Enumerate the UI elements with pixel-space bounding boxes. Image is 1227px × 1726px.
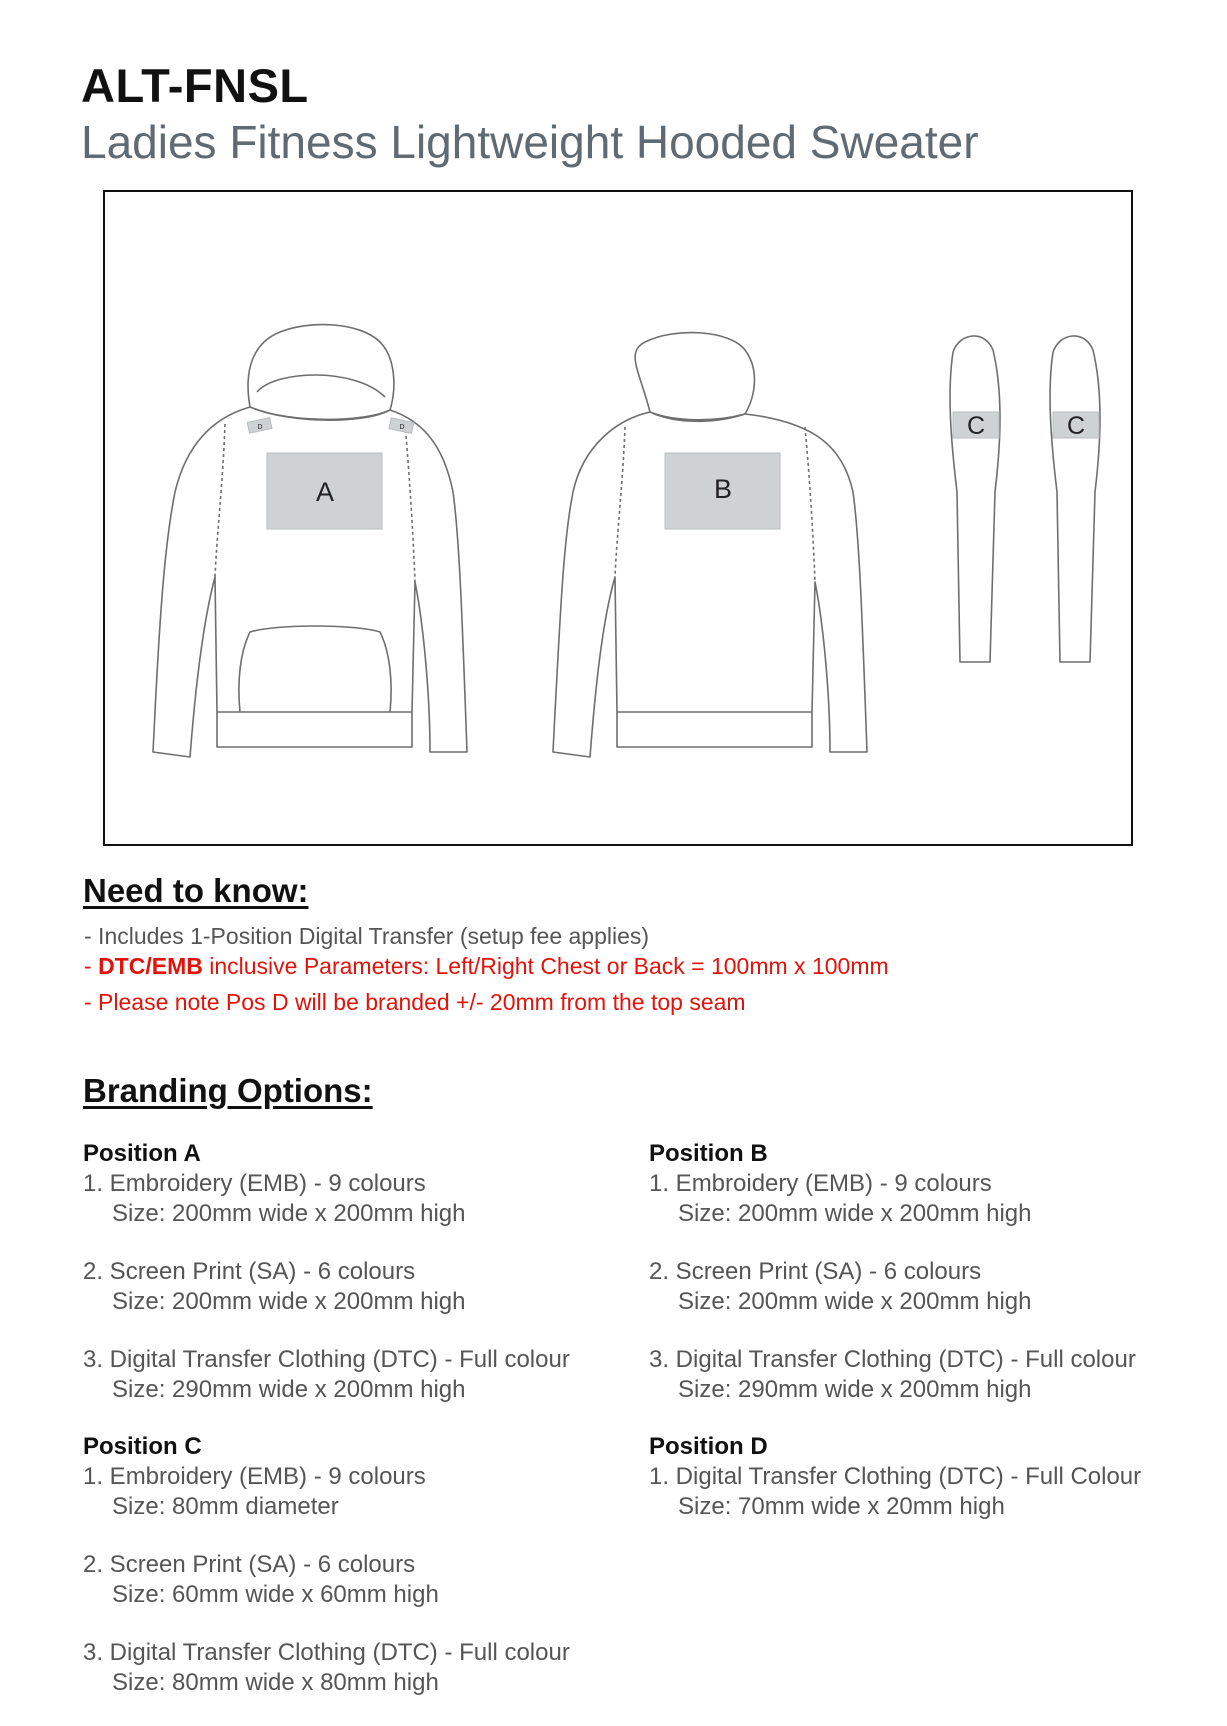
product-code: ALT-FNSL (81, 59, 309, 112)
option (83, 1345, 643, 1404)
option (83, 1257, 643, 1316)
left-sleeve (950, 336, 1000, 662)
zone-d-right-label: D (399, 424, 405, 431)
position-c (83, 1432, 643, 1726)
option (83, 1638, 643, 1697)
option (649, 1169, 1209, 1228)
option-size: Size: 200mm wide x 200mm high (112, 1287, 466, 1315)
front-hood (248, 325, 394, 420)
note-pos-d: - Please note Pos D will be branded +/- 20mm from the top seam (84, 989, 746, 1015)
option (649, 1462, 1209, 1521)
back-hood (635, 333, 754, 420)
position-b (649, 1139, 1209, 1433)
back-hoodie (553, 333, 867, 757)
option-size: Size: 80mm wide x 80mm high (112, 1668, 439, 1696)
option-method: 2. Screen Print (SA) - 6 colours (83, 1551, 416, 1578)
position-title: Position A (83, 1140, 201, 1167)
zone-b-label: B (713, 474, 733, 504)
option-method: 2. Screen Print (SA) - 6 colours (83, 1258, 416, 1285)
note-parameters (84, 951, 889, 981)
option-method: 3. Digital Transfer Clothing (DTC) - Full colour (83, 1346, 570, 1373)
position-title: Position B (649, 1140, 768, 1167)
option-method: 2. Screen Print (SA) - 6 colours (649, 1258, 982, 1285)
need-to-know-heading: Need to know: (83, 872, 309, 909)
zone-c-right-label: C (1066, 412, 1086, 440)
position-d (649, 1432, 1209, 1550)
right-sleeve (1050, 336, 1100, 662)
option-size: Size: 200mm wide x 200mm high (678, 1287, 1032, 1315)
option-method: 1. Embroidery (EMB) - 9 colours (83, 1463, 426, 1490)
garment-diagram (103, 190, 1133, 846)
need-to-know-notes (84, 921, 889, 1017)
product-name: Ladies Fitness Lightweight Hooded Sweater (81, 116, 979, 168)
zone-a-label: A (315, 477, 335, 507)
front-hoodie (153, 325, 467, 757)
option-size: Size: 80mm diameter (112, 1492, 339, 1520)
option-size: Size: 290mm wide x 200mm high (112, 1375, 466, 1403)
garment-illustration (105, 192, 1130, 843)
note-includes: - Includes 1-Position Digital Transfer (setup fee applies) (84, 923, 650, 949)
option-method: 3. Digital Transfer Clothing (DTC) - Full colour (83, 1639, 570, 1666)
option-method: 3. Digital Transfer Clothing (DTC) - Full colour (649, 1346, 1136, 1373)
option (83, 1169, 643, 1228)
option-size: Size: 60mm wide x 60mm high (112, 1580, 439, 1608)
note-parameters-prefix: - (84, 953, 99, 979)
branding-options-heading: Branding Options: (83, 1072, 373, 1109)
option (83, 1550, 643, 1609)
option (83, 1462, 643, 1521)
option-size: Size: 290mm wide x 200mm high (678, 1375, 1032, 1403)
note-parameters-bold: DTC/EMB (98, 953, 203, 979)
option-size: Size: 200mm wide x 200mm high (678, 1199, 1032, 1227)
zone-c-left-label: C (966, 412, 986, 440)
option-size: Size: 70mm wide x 20mm high (678, 1492, 1005, 1520)
option (649, 1345, 1209, 1404)
option-method: 1. Digital Transfer Clothing (DTC) - Full Colour (649, 1463, 1142, 1490)
position-a (83, 1139, 643, 1433)
position-title: Position C (83, 1433, 202, 1460)
option (649, 1257, 1209, 1316)
position-title: Position D (649, 1433, 768, 1460)
option-size: Size: 200mm wide x 200mm high (112, 1199, 466, 1227)
note-parameters-rest: inclusive Parameters: Left/Right Chest or Back = 100mm x 100mm (202, 953, 889, 979)
option-method: 1. Embroidery (EMB) - 9 colours (83, 1170, 426, 1197)
option-method: 1. Embroidery (EMB) - 9 colours (649, 1170, 992, 1197)
zone-d-left-label: D (257, 424, 263, 431)
